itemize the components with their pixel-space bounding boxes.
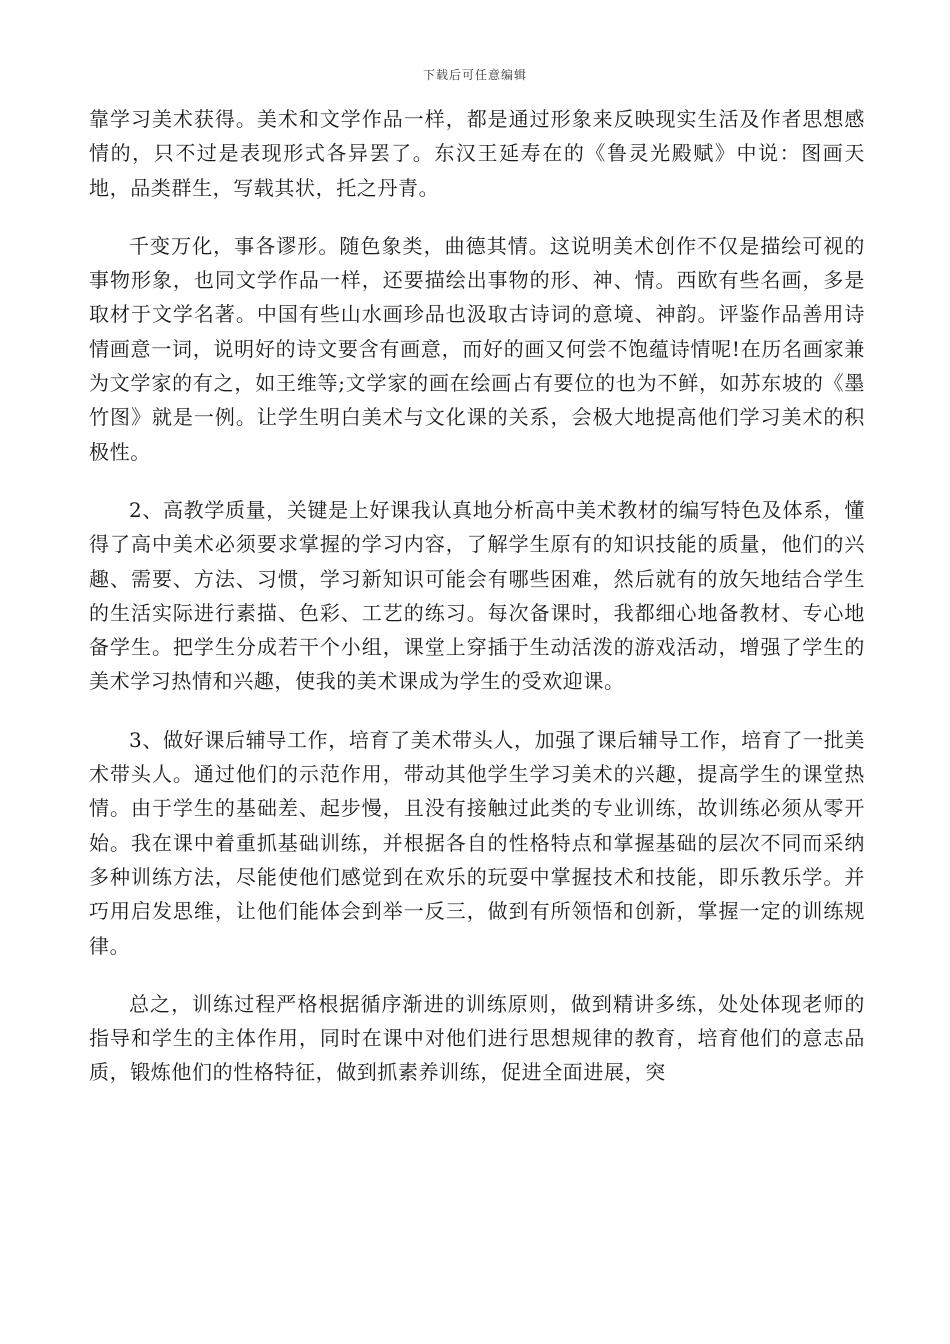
document-body — [89, 102, 865, 1114]
paragraph-4: 3、做好课后辅导工作，培育了美术带头人，加强了课后辅导工作，培育了一批美术带头人。通过他们的示范作用，带动其他学生学习美术的兴趣，提高学生的课堂热情。由于学生的基础差、起步慢，且没有接触过此类的专业训练，故训练必须从零开始。我在课中着重抓基础训练，并根据各自的性格特点和掌握基础的层次不同而采纳多种训练方法，尽能使他们感觉到在欢乐的玩耍中掌握技术和技能，即乐教乐学。并巧用启发思维，让他们能体会到举一反三，做到有所领悟和创新，掌握一定的训练规律。 — [89, 727, 865, 958]
paragraph-2: 千变万化，事各谬形。随色象类，曲德其情。这说明美术创作不仅是描绘可视的事物形象，也同文学作品一样，还要描绘出事物的形、神、情。西欧有些名画，多是取材于文学名著。中国有些山水画珍品也汲取古诗词的意境、神韵。评鉴作品善用诗情画意一词，说明好的诗文要含有画意，而好的画又何尝不饱蕴诗情呢!在历名画家兼为文学家的有之，如王维等;文学家的画在绘画占有要位的也为不鲜，如苏东坡的《墨竹图》就是一例。让学生明白美术与文化课的关系，会极大地提高他们学习美术的积极性。 — [89, 233, 865, 464]
paragraph-5: 总之，训练过程严格根据循序渐进的训练原则，做到精讲多练，处处体现老师的指导和学生的主体作用，同时在课中对他们进行思想规律的教育，培育他们的意志品质，锻炼他们的性格特征，做到抓素养训练，促进全面进展，突 — [89, 991, 865, 1085]
paragraph-3: 2、高教学质量，关键是上好课我认真地分析高中美术教材的编写特色及体系，懂得了高中美术必须要求掌握的学习内容，了解学生原有的知识技能的质量，他们的兴趣、需要、方法、习惯，学习新知识可能会有哪些困难，然后就有的放矢地结合学生的生活实际进行素描、色彩、工艺的练习。每次备课时，我都细心地备教材、专心地备学生。把学生分成若干个小组，课堂上穿插于生动活泼的游戏活动，增强了学生的美术学习热情和兴趣，使我的美术课成为学生的受欢迎课。 — [89, 497, 865, 694]
paragraph-1: 靠学习美术获得。美术和文学作品一样，都是通过形象来反映现实生活及作者思想感情的，只不过是表现形式各异罢了。东汉王延寿在的《鲁灵光殿赋》中说：图画天地，品类群生，写载其状，托之丹青。 — [89, 107, 865, 200]
page-header: 下载后可任意编辑 — [422, 68, 527, 82]
